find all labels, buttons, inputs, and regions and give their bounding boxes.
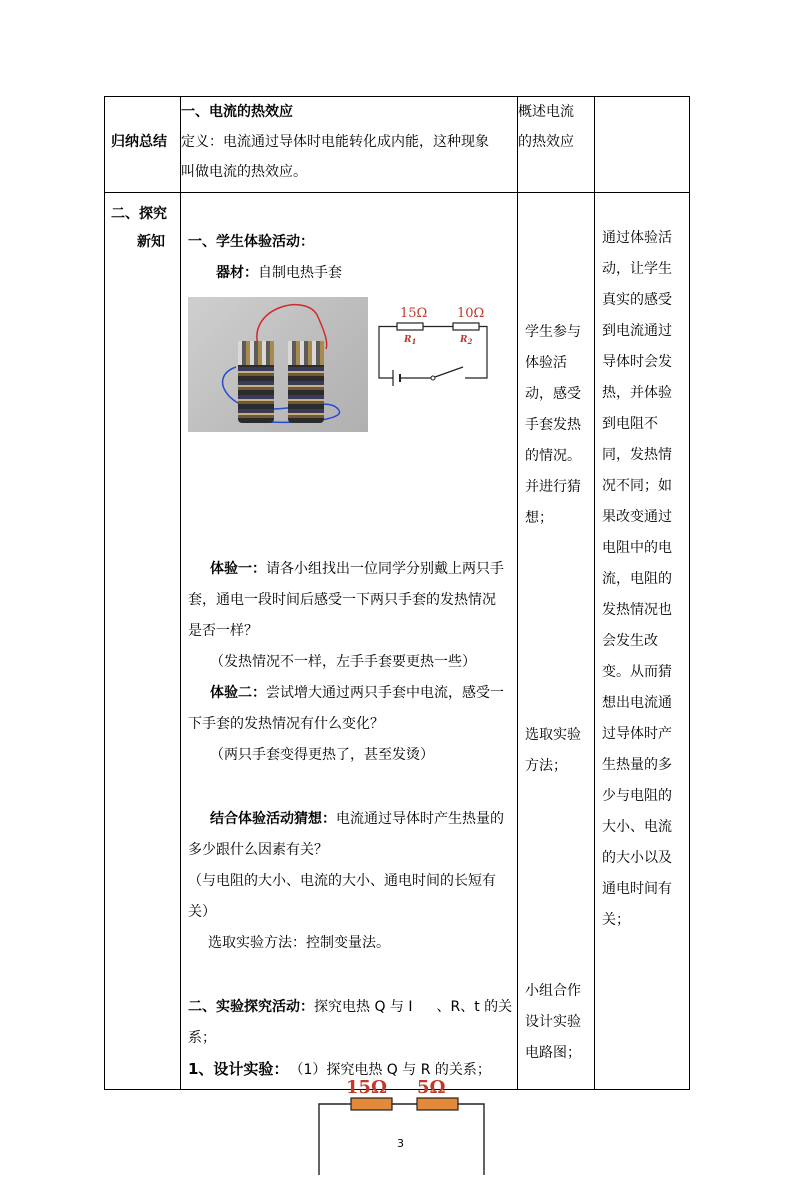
student-block-1 [525, 317, 581, 534]
switch-contact [431, 376, 435, 380]
design-text: （1）探究电热 Q 与 R 的关系； [296, 1062, 491, 1078]
design-intent-line: 过导体时产 [602, 726, 672, 742]
student-block-3-line: 设计实验 [525, 1014, 581, 1030]
design-intent-line: 通电时间有 [602, 881, 672, 897]
equipment-label: 器材： [216, 265, 258, 281]
student-block-1-line: 的情况。 [525, 448, 581, 464]
design-intent-line: 想出电流通 [602, 695, 672, 711]
experiment-heading-rest-2: 、R、t 的关 [436, 999, 513, 1015]
intent-cell-summary [595, 97, 690, 193]
design-intent-line: 到电阻不 [602, 416, 658, 432]
design-intent-line: 果改变通过 [602, 509, 672, 525]
design-intent-line: 通过体验活 [602, 230, 672, 246]
r2-value: 10Ω [457, 306, 485, 321]
large-r2-value: 5Ω [417, 1077, 446, 1098]
design-intent-line: 电阻中的电 [602, 540, 672, 556]
table-row-summary [105, 97, 690, 193]
hypothesis-answer-line-1: （与电阻的大小、电流的大小、通电时间的长短有 [188, 873, 496, 889]
design-intent-line: 真实的感受 [602, 292, 672, 308]
experience-1-line-1: 请各小组找出一位同学分别戴上两只手 [266, 561, 504, 577]
intent-cell-explore [595, 193, 690, 1090]
design-intent-line: 大小、电流 [602, 819, 672, 835]
r1-label: $R_1$ [404, 335, 417, 346]
experience-1-answer: （发热情况不一样，左手手套要更热一些） [210, 654, 476, 670]
stage-label-summary: 归纳总结 [111, 134, 167, 150]
design-intent-line: 发热情况也 [602, 602, 672, 618]
lesson-plan-table [104, 96, 690, 1150]
design-intent-line: 生热量的多 [602, 757, 672, 773]
student-block-3 [525, 976, 581, 1069]
large-r1-value: 15Ω [346, 1077, 388, 1098]
hypothesis-line-1: 电流通过导体时产生热量的 [336, 811, 504, 827]
r2-label: $R_2$ [460, 335, 473, 346]
student-activity-line-1: 概述电流 [518, 104, 574, 120]
design-intent-line: 变。从而猜 [602, 664, 672, 680]
design-intent-line: 关； [602, 912, 630, 928]
resistor-r2 [453, 323, 479, 330]
large-resistor-15 [351, 1098, 392, 1110]
r1-value: 15Ω [400, 306, 428, 321]
large-resistor-5 [417, 1098, 458, 1110]
student-block-3-line: 电路图； [525, 1045, 581, 1061]
equipment-value: 自制电热手套 [258, 265, 342, 281]
activity-heading: 一、学生体验活动： [188, 234, 314, 250]
student-block-2 [525, 720, 581, 782]
student-block-1-line: 想； [525, 510, 553, 526]
design-intent-line: 流，电阻的 [602, 571, 672, 587]
design-intent-line: 会发生改 [602, 633, 658, 649]
stage-cell-explore [105, 193, 181, 1090]
hypothesis-answer-line-2: 关） [188, 904, 216, 920]
definition-line-1: 定义：电流通过导体时电能转化成内能，这种现象 [181, 134, 489, 150]
experience-1-label: 体验一： [210, 561, 266, 577]
content-cell-explore [181, 193, 518, 1150]
stage-label-explore-line-2: 新知 [137, 234, 165, 250]
student-block-1-line: 手套发热 [525, 417, 581, 433]
definition-line-2: 叫做电流的热效应。 [181, 164, 307, 180]
experiment-heading-line-2: 系； [188, 1030, 216, 1046]
student-block-1-line: 动，感受 [525, 386, 581, 402]
student-block-1-line: 体验活 [525, 355, 567, 371]
student-block-3-line: 小组合作 [525, 983, 581, 999]
design-intent-line: 热，并体验 [602, 385, 672, 401]
resistor-r1 [397, 323, 423, 330]
experience-2-line-1: 尝试增大通过两只手套中电流，感受一 [266, 685, 504, 701]
switch-lever [435, 367, 463, 377]
resistance-circuit-diagram [311, 1077, 491, 1177]
experience-1-line-3: 是否一样？ [188, 623, 258, 639]
student-block-2-line: 方法； [525, 758, 567, 774]
design-intent-line: 少与电阻的 [602, 788, 672, 804]
heated-gloves-photo [188, 297, 368, 432]
student-block-1-line: 学生参与 [525, 324, 581, 340]
content-cell-summary [181, 97, 518, 193]
experience-2-answer: （两只手套变得更热了，甚至发烫） [210, 747, 434, 763]
student-activity-line-2: 的热效应 [518, 134, 574, 150]
experience-2-line-2: 下手套的发热情况有什么变化？ [188, 716, 384, 732]
hypothesis-label: 结合体验活动猜想： [210, 811, 336, 827]
design-intent-line: 同，发热情 [602, 447, 672, 463]
experiment-heading: 二、实验探究活动： [188, 999, 314, 1015]
table-row-explore [105, 193, 690, 1090]
design-intent-line: 况不同；如 [602, 478, 672, 494]
design-intent-text [602, 223, 672, 936]
student-cell-explore [518, 193, 595, 1090]
design-intent-line: 导体时会发 [602, 354, 672, 370]
student-block-1-line: 并进行猜 [525, 479, 581, 495]
stage-cell [105, 97, 181, 193]
experiment-heading-rest: 探究电热 Q 与 I [314, 999, 413, 1015]
section-heading-heat-effect: 一、电流的热效应 [181, 104, 293, 120]
design-label: 1、设计实验： [188, 1060, 289, 1078]
design-intent-line: 的大小以及 [602, 850, 672, 866]
design-intent-line: 动，让学生 [602, 261, 672, 277]
method-line: 选取实验方法：控制变量法。 [208, 935, 390, 951]
stage-label-explore-line-1: 二、探究 [111, 206, 167, 222]
student-cell-summary [518, 97, 595, 193]
hypothesis-line-2: 多少跟什么因素有关？ [188, 842, 328, 858]
page-number: 3 [397, 1137, 404, 1150]
experience-1-line-2: 套，通电一段时间后感受一下两只手套的发热情况 [188, 592, 496, 608]
glove-circuit-diagram [373, 297, 493, 392]
student-block-2-line: 选取实验 [525, 727, 581, 743]
design-intent-line: 到电流通过 [602, 323, 672, 339]
experience-2-label: 体验二： [210, 685, 266, 701]
